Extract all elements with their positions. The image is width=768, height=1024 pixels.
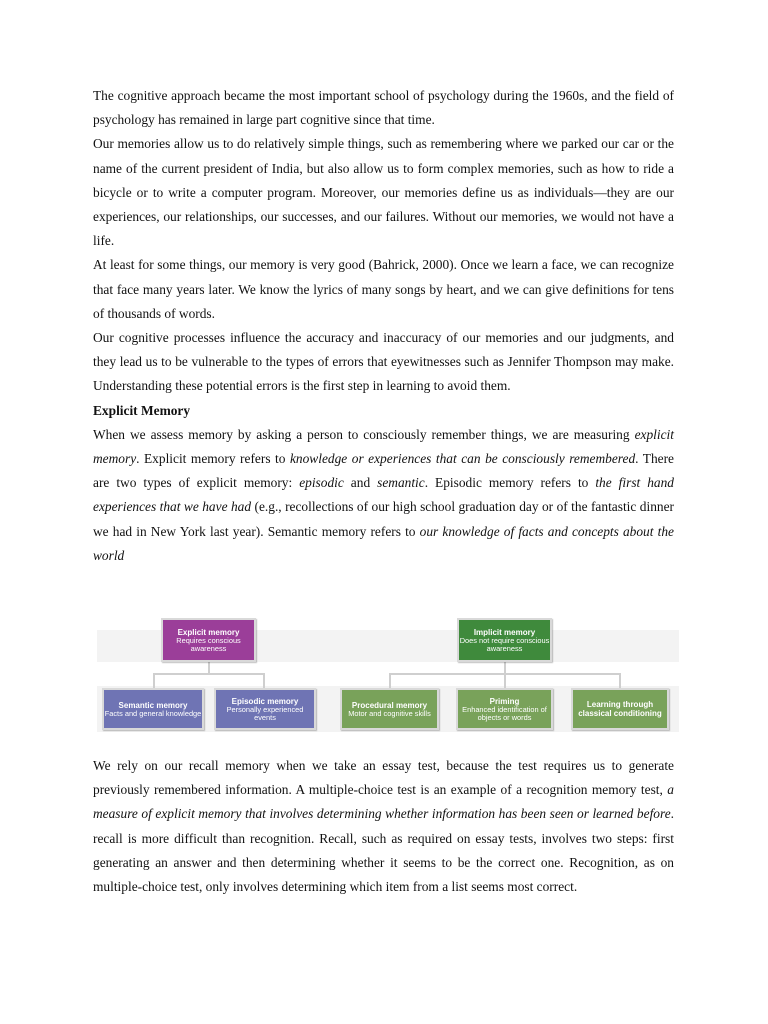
node-subtitle: Enhanced identification of objects or words (462, 704, 547, 722)
recall-section (93, 754, 674, 899)
connector-line (153, 673, 155, 689)
paragraph-memories-allow: Our memories allow us to do relatively simple things, such as remembering where we parked our car or the name of the current president of India, but also allow us to form complex memories, such as how to ride a bicycle or to write a computer program. Moreover, our memories define us as individuals—they are our experiences, our relationships, our successes, and our failures. Without our memories, we would not have a life. (93, 136, 674, 249)
node-episodic-memory (214, 688, 316, 730)
intro-section (93, 84, 674, 568)
paragraph-recall-memory (93, 754, 674, 899)
definition-episodic-memory: the first hand experiences that we have had (93, 475, 674, 515)
paragraph-memory-good: At least for some things, our memory is very good (Bahrick, 2000). Once we learn a face, we can recognize that face many years later. We know the lyrics of many songs by heart, and we can give definitions for tens of thousands of words. (93, 257, 674, 321)
text-run: and (343, 475, 378, 491)
text-run: . Explicit memory refers to (136, 451, 290, 467)
paragraph-cognitive-approach: The cognitive approach became the most important school of psychology during the 1960s, and the field of psychology has remained in large part cognitive since that time. (93, 88, 674, 128)
node-subtitle: Requires conscious awareness (176, 635, 241, 653)
text-run: We rely on our recall memory when we take an essay test, because the test requires us to generate previously remembered information. A multiple-choice test is an example of a recognition memory test, (93, 758, 674, 798)
node-classical-conditioning (571, 688, 669, 730)
connector-line (504, 673, 506, 689)
node-title: Procedural memory (351, 700, 428, 710)
term-explicit-memory: explicit memory (93, 426, 674, 467)
text-run: . Episodic memory refers to (424, 475, 596, 491)
paragraph-explicit-memory (93, 423, 674, 568)
node-subtitle: Personally experienced events (226, 704, 304, 722)
connector-line (389, 673, 391, 689)
text-run: . recall is more difficult than recognition. Recall, such as required on essay tests, involves two steps: first generating an answer and then determining whether it seems to be the correct one. Recognition, as on multiple-choice test, only involves determining which item from a list seems most correct. (93, 806, 674, 895)
paragraph-cognitive-processes: Our cognitive processes influence the accuracy and inaccuracy of our memories and our judgments, and they lead us to be vulnerable to the types of errors that eyewitnesses such as Jennifer Thompson may make. Understanding these potential errors is the first step in learning to avoid them. (93, 330, 674, 394)
connector-line (619, 673, 621, 689)
section-heading-explicit-memory: Explicit Memory (93, 402, 191, 418)
node-title: Priming (489, 696, 520, 706)
node-title: Episodic memory (231, 696, 299, 706)
node-title: Learning through classical conditioning (578, 700, 662, 718)
text-run: (e.g., recollections of our high school graduation day or of the fantastic dinner we had in New York last year). Semantic memory refers to (93, 499, 674, 539)
connector-line (504, 660, 506, 674)
node-semantic-memory (102, 688, 204, 730)
node-subtitle: Facts and general knowledge (104, 708, 202, 718)
text-run: . There are two types of explicit memory: (93, 451, 674, 491)
definition-semantic-memory: our knowledge of facts and concepts about the world (93, 523, 674, 563)
node-subtitle: Does not require conscious awareness (459, 635, 550, 653)
node-implicit-memory (457, 618, 552, 662)
connector-line (153, 673, 265, 675)
node-subtitle: Motor and cognitive skills (348, 708, 431, 718)
node-procedural-memory (340, 688, 439, 730)
definition-explicit-memory: knowledge or experiences that can be consciously remembered (289, 451, 636, 467)
term-semantic: semantic (377, 475, 425, 491)
node-priming (456, 688, 553, 730)
connector-line (263, 673, 265, 689)
text-run: When we assess memory by asking a person to consciously remember things, we are measuring (93, 426, 635, 442)
node-title: Explicit memory (177, 627, 240, 637)
connector-line (208, 660, 210, 674)
term-episodic: episodic (299, 475, 344, 491)
node-explicit-memory (161, 618, 256, 662)
node-title: Semantic memory (118, 700, 188, 710)
memory-types-diagram (97, 614, 679, 740)
node-title: Implicit memory (473, 627, 536, 637)
definition-recognition-memory: a measure of explicit memory that involves determining whether information has been seen or learned before (93, 782, 674, 822)
